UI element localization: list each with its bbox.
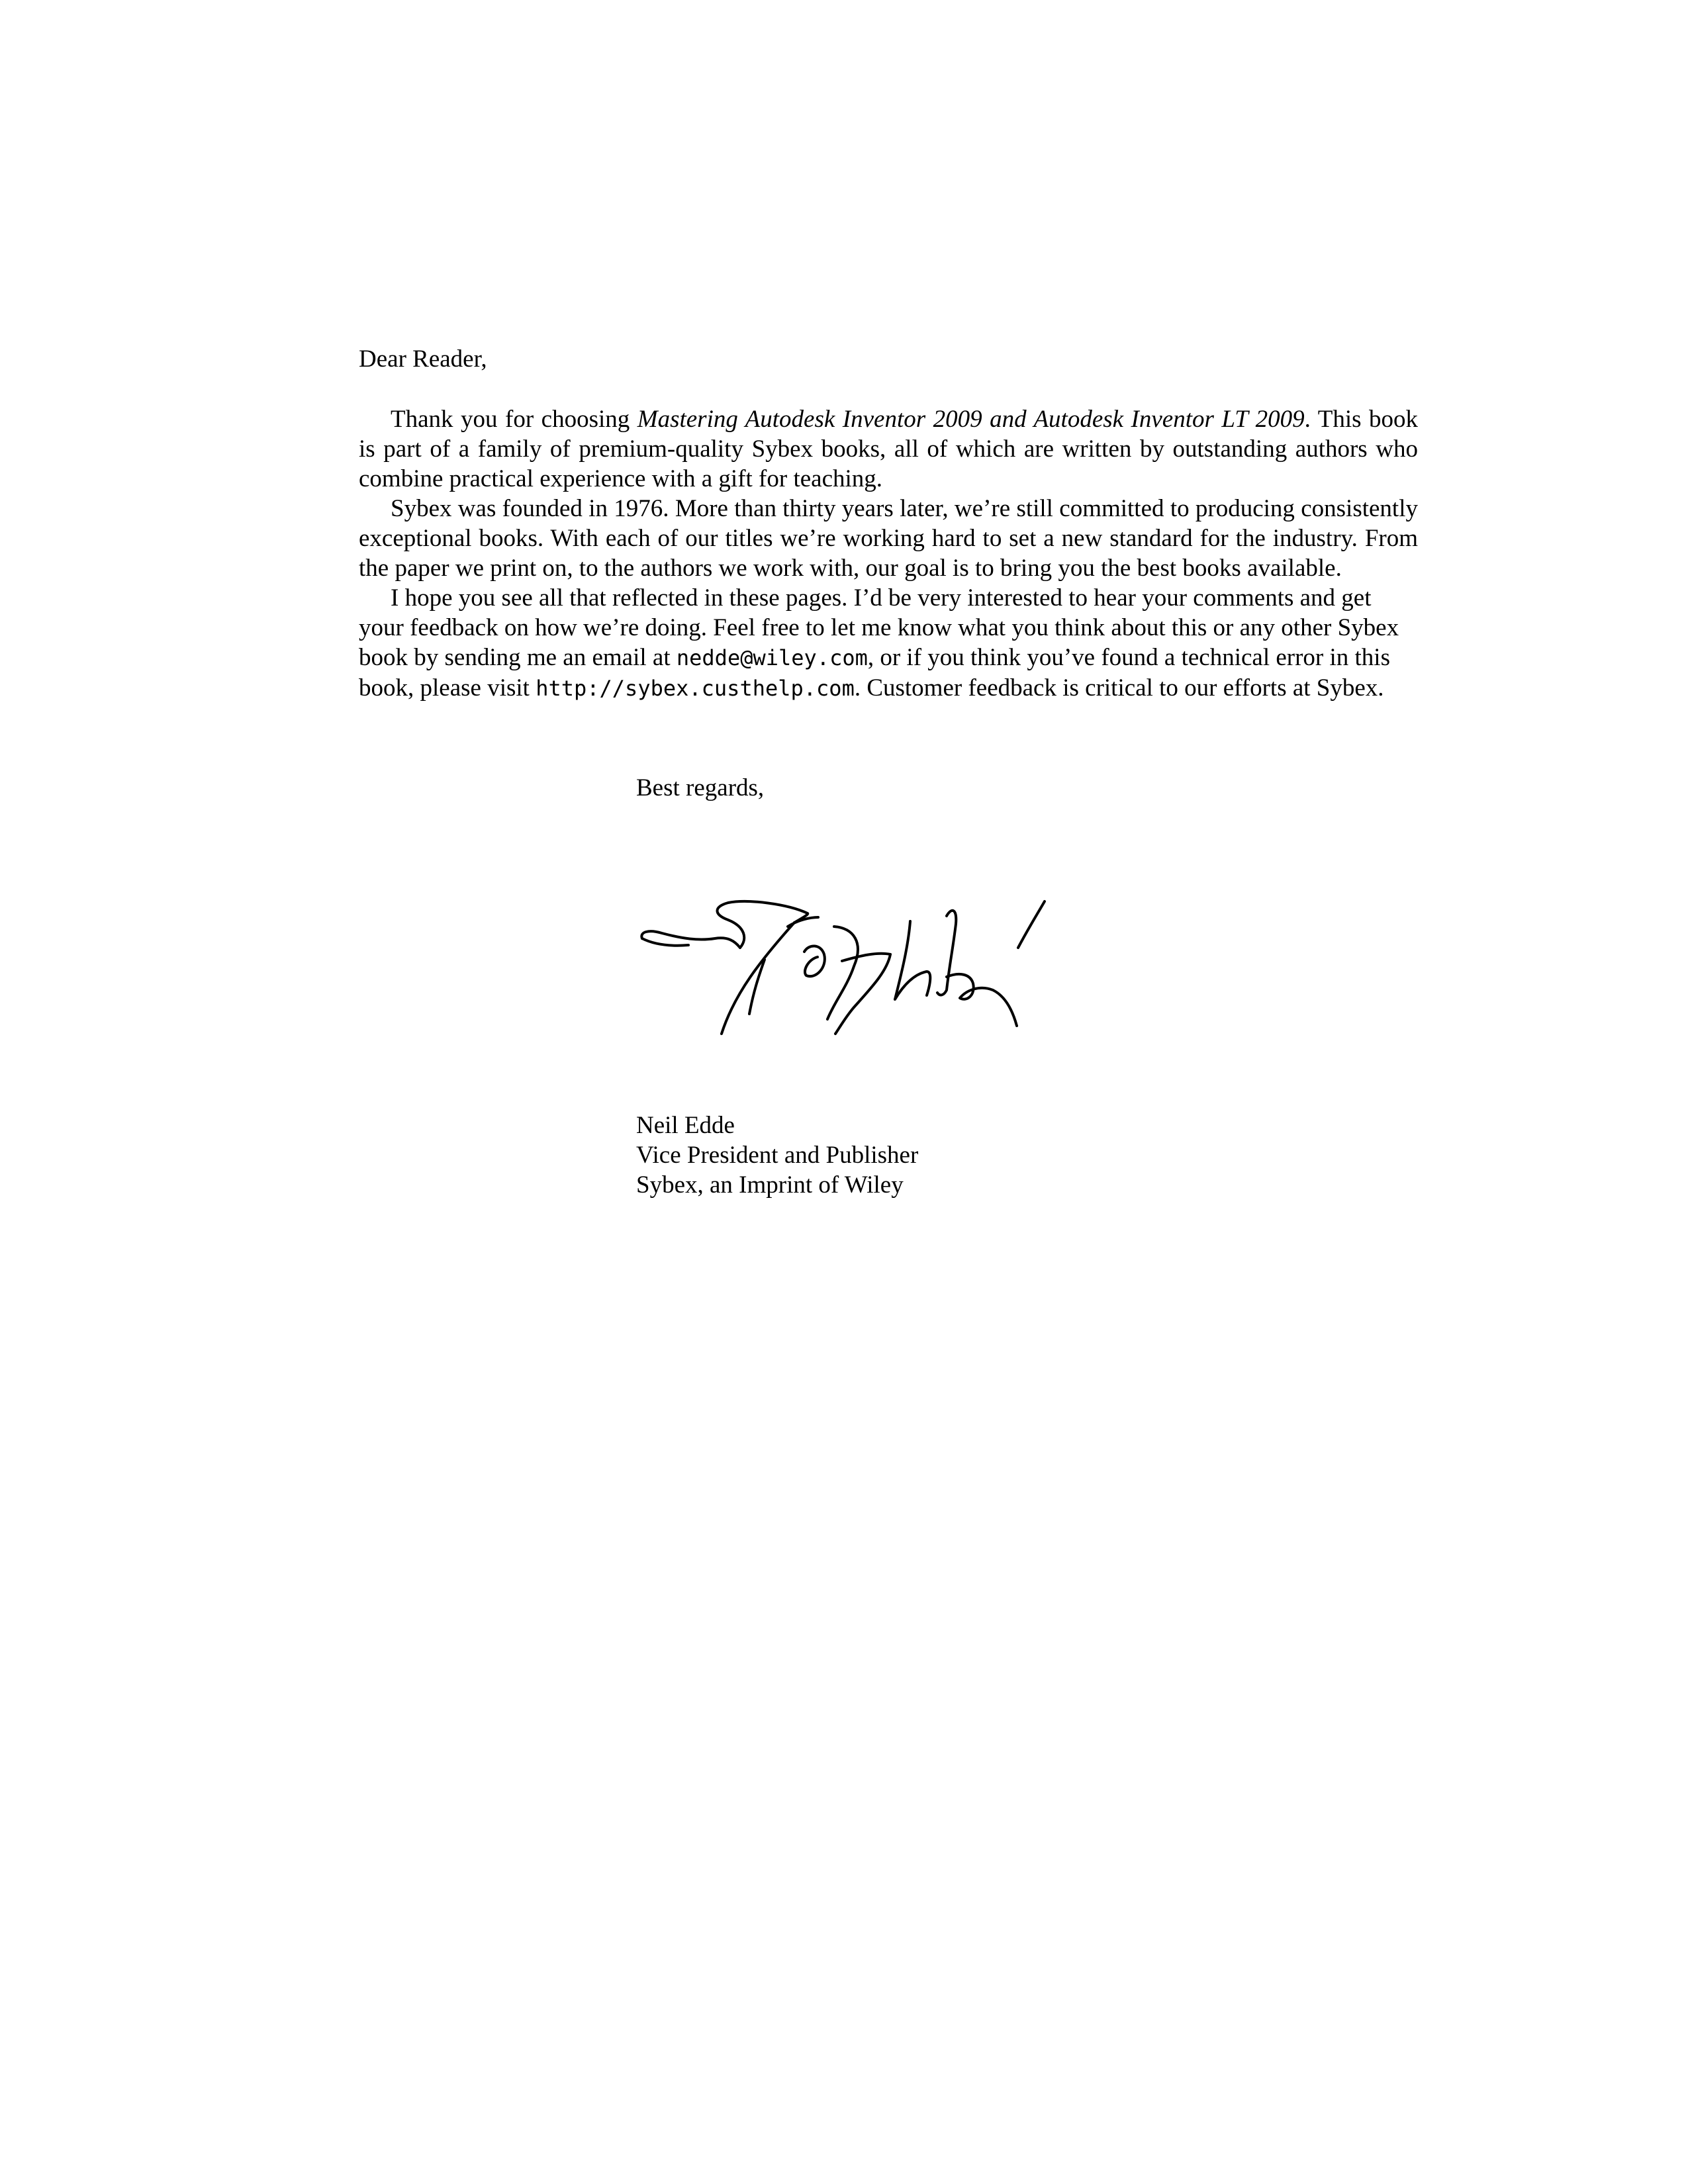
paragraph-1 bbox=[359, 404, 1418, 494]
paragraph-3-end: . Customer feedback is critical to our efforts at Sybex. bbox=[854, 674, 1384, 702]
email-link[interactable]: nedde@wiley.com bbox=[676, 645, 868, 670]
signer-name: Neil Edde bbox=[636, 1112, 735, 1139]
paragraph-3 bbox=[359, 583, 1418, 704]
closing: Best regards, bbox=[636, 774, 765, 801]
support-url-link[interactable]: http://sybex.custhelp.com bbox=[536, 676, 855, 701]
paragraph-3-intro: I hope you see all that reflected in these pages. I’d be very interested to hear your comments and get your feedback on how we’re doing. Feel free to let me know what you think about this or any other Sybex book by sending me an email at bbox=[359, 584, 1399, 671]
paragraph-2: Sybex was founded in 1976. More than thirty years later, we’re still committed to producing consistently exceptional books. With each of our titles we’re working hard to set a new standard for the industry. From the paper we print on, to the authors we work with, our goal is to bring you the best books available. bbox=[359, 495, 1418, 582]
signature-block bbox=[636, 1111, 918, 1200]
paragraph-3-middle: , or if you think you’ve found a technical error in this book, please visit bbox=[359, 644, 1390, 702]
book-title: Mastering Autodesk Inventor 2009 and Autodesk Inventor LT 2009 bbox=[637, 406, 1305, 433]
handwritten-signature bbox=[635, 860, 1125, 1046]
salutation: Dear Reader, bbox=[359, 345, 487, 373]
signer-title: Vice President and Publisher bbox=[636, 1142, 919, 1169]
paragraph-1-rest: . This book is part of a family of premium-quality Sybex books, all of which are written by outstanding authors who combine practical experience with a gift for teaching. bbox=[359, 406, 1418, 492]
paragraph-1-intro: Thank you for choosing bbox=[391, 406, 637, 433]
letter-body bbox=[359, 344, 1418, 704]
signer-company: Sybex, an Imprint of Wiley bbox=[636, 1171, 904, 1199]
